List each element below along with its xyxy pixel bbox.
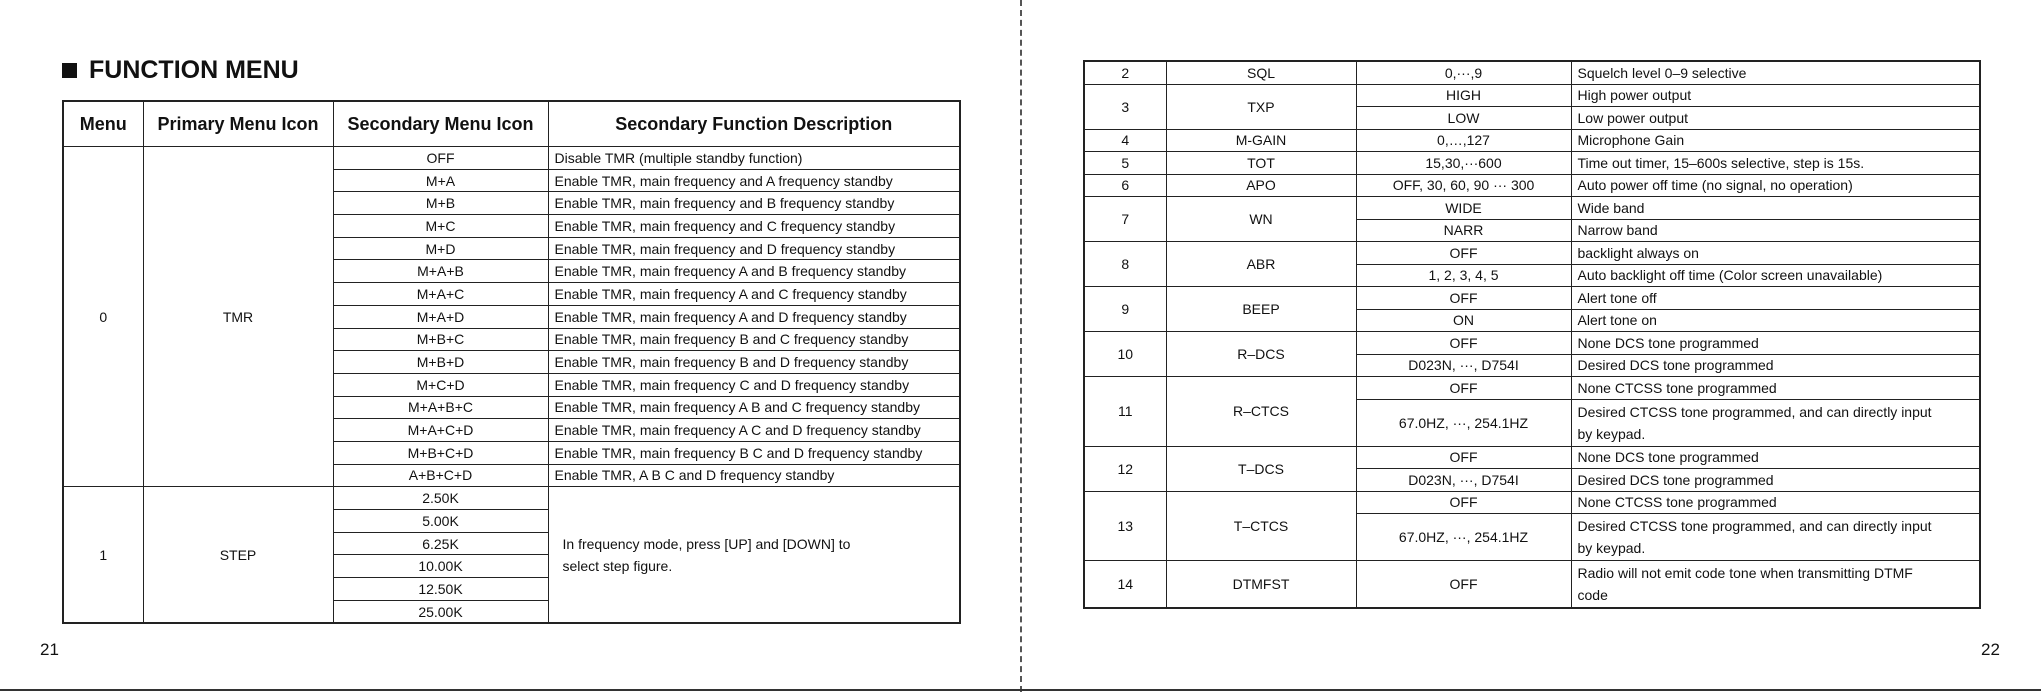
description-cell xyxy=(1571,446,1980,469)
page-number-left: 21 xyxy=(40,640,59,659)
description-line: Alert tone on xyxy=(1577,312,1657,329)
description-cell: Enable TMR, main frequency B C and D frequency standby xyxy=(548,441,960,464)
description-line: Desired CTCSS tone programmed, and can directly input xyxy=(1577,403,1932,420)
secondary-icon-cell: OFF xyxy=(1356,561,1571,609)
primary-icon-cell: TXP xyxy=(1166,84,1356,129)
secondary-icon-cell: 0,···,9 xyxy=(1356,61,1571,84)
description-cell xyxy=(1571,242,1980,265)
table-row xyxy=(1084,561,1980,609)
description-cell: Disable TMR (multiple standby function) xyxy=(548,147,960,170)
description-line: Alert tone off xyxy=(1577,289,1657,306)
menu-number-cell: 9 xyxy=(1084,287,1166,332)
description-line: None DCS tone programmed xyxy=(1577,449,1759,466)
secondary-icon-cell: M+B+C xyxy=(333,328,548,351)
secondary-icon-cell: 67.0HZ, ···, 254.1HZ xyxy=(1356,399,1571,446)
secondary-icon-cell: HIGH xyxy=(1356,84,1571,107)
description-cell xyxy=(1571,61,1980,84)
header-description: Secondary Function Description xyxy=(548,101,960,147)
description-line: select step figure. xyxy=(562,557,673,574)
secondary-icon-cell: OFF xyxy=(1356,242,1571,265)
primary-icon-cell: WN xyxy=(1166,197,1356,242)
description-line: High power output xyxy=(1577,87,1692,104)
menu-number-cell: 8 xyxy=(1084,242,1166,287)
menu-number-cell: 11 xyxy=(1084,377,1166,447)
menu-number-cell: 7 xyxy=(1084,197,1166,242)
description-line: None DCS tone programmed xyxy=(1577,334,1759,351)
description-cell xyxy=(1571,332,1980,355)
menu-number-cell: 2 xyxy=(1084,61,1166,84)
description-cell xyxy=(1571,287,1980,310)
description-line: Low power output xyxy=(1577,109,1689,126)
description-line: Squelch level 0–9 selective xyxy=(1577,64,1747,81)
table-row xyxy=(1084,332,1980,355)
primary-icon-cell: ABR xyxy=(1166,242,1356,287)
right-table-body xyxy=(1084,61,1980,608)
description-line: by keypad. xyxy=(1577,540,1646,556)
description-line: Auto power off time (no signal, no operation) xyxy=(1577,177,1853,194)
table-row xyxy=(63,147,960,170)
secondary-icon-cell: M+A+D xyxy=(333,305,548,328)
description-cell: Enable TMR, main frequency and D frequency standby xyxy=(548,237,960,260)
description-cell xyxy=(1571,129,1980,152)
table-row xyxy=(1084,287,1980,310)
secondary-icon-cell: OFF, 30, 60, 90 ··· 300 xyxy=(1356,174,1571,197)
primary-icon-cell: R–CTCS xyxy=(1166,377,1356,447)
secondary-icon-cell: A+B+C+D xyxy=(333,464,548,487)
description-cell xyxy=(1571,491,1980,514)
primary-icon-cell: T–DCS xyxy=(1166,446,1356,491)
secondary-icon-cell: M+B+C+D xyxy=(333,441,548,464)
secondary-icon-cell: M+A xyxy=(333,169,548,192)
menu-number-cell: 4 xyxy=(1084,129,1166,152)
secondary-icon-cell: M+A+B+C xyxy=(333,396,548,419)
secondary-icon-cell: OFF xyxy=(1356,332,1571,355)
function-menu-table-right xyxy=(1083,60,1981,609)
description-line: Auto backlight off time (Color screen unavailable) xyxy=(1577,267,1883,284)
table-row xyxy=(1084,491,1980,514)
secondary-icon-cell: 10.00K xyxy=(333,555,548,578)
description-line: Wide band xyxy=(1577,199,1645,216)
secondary-icon-cell: 67.0HZ, ···, 254.1HZ xyxy=(1356,514,1571,561)
secondary-icon-cell: M+C xyxy=(333,215,548,238)
primary-icon-cell: R–DCS xyxy=(1166,332,1356,377)
table-row xyxy=(1084,446,1980,469)
secondary-icon-cell: OFF xyxy=(333,147,548,170)
primary-icon-cell: T–CTCS xyxy=(1166,491,1356,561)
description-cell: Enable TMR, main frequency A and D frequency standby xyxy=(548,305,960,328)
secondary-icon-cell: ON xyxy=(1356,309,1571,332)
description-line: In frequency mode, press [UP] and [DOWN] to xyxy=(562,535,851,552)
description-line: code xyxy=(1577,587,1608,603)
secondary-icon-cell: M+B+D xyxy=(333,351,548,374)
header-secondary-icon: Secondary Menu Icon xyxy=(333,101,548,147)
menu-number-cell: 12 xyxy=(1084,446,1166,491)
table-row xyxy=(1084,61,1980,84)
primary-icon-cell: SQL xyxy=(1166,61,1356,84)
description-cell: Enable TMR, main frequency and C frequency standby xyxy=(548,215,960,238)
secondary-icon-cell: 5.00K xyxy=(333,510,548,533)
menu-number-cell: 5 xyxy=(1084,152,1166,175)
secondary-icon-cell: M+A+B xyxy=(333,260,548,283)
description-cell xyxy=(1571,174,1980,197)
tmr-section xyxy=(63,147,960,487)
secondary-icon-cell: 15,30,···600 xyxy=(1356,152,1571,175)
description-cell xyxy=(1571,399,1980,446)
description-line: by keypad. xyxy=(1577,425,1646,442)
description-cell: Enable TMR, main frequency B and C frequency standby xyxy=(548,328,960,351)
secondary-icon-cell: OFF xyxy=(1356,377,1571,400)
step-section xyxy=(63,487,960,624)
secondary-icon-cell: D023N, ···, D754I xyxy=(1356,469,1571,492)
secondary-icon-cell: OFF xyxy=(1356,287,1571,310)
primary-icon-cell: M-GAIN xyxy=(1166,129,1356,152)
header-menu: Menu xyxy=(63,101,143,147)
right-page xyxy=(1021,0,2041,692)
secondary-icon-cell: M+C+D xyxy=(333,373,548,396)
secondary-icon-cell: M+A+C+D xyxy=(333,419,548,442)
table-row xyxy=(1084,174,1980,197)
table-row xyxy=(1084,84,1980,107)
secondary-icon-cell: OFF xyxy=(1356,491,1571,514)
secondary-icon-cell: D023N, ···, D754I xyxy=(1356,354,1571,377)
menu-number-cell: 13 xyxy=(1084,491,1166,561)
secondary-icon-cell: 0,…,127 xyxy=(1356,129,1571,152)
secondary-icon-cell: NARR xyxy=(1356,219,1571,242)
menu-number-cell: 6 xyxy=(1084,174,1166,197)
secondary-icon-cell: M+D xyxy=(333,237,548,260)
description-line: Desired CTCSS tone programmed, and can directly input xyxy=(1577,518,1932,534)
description-cell: Enable TMR, main frequency and A frequency standby xyxy=(548,169,960,192)
description-line: Radio will not emit code tone when transmitting DTMF xyxy=(1577,565,1913,581)
description-cell xyxy=(1571,377,1980,400)
primary-icon-cell: APO xyxy=(1166,174,1356,197)
description-cell: Enable TMR, main frequency A B and C frequency standby xyxy=(548,396,960,419)
table-row xyxy=(1084,242,1980,265)
table-row xyxy=(1084,152,1980,175)
primary-icon-cell: TMR xyxy=(143,147,333,487)
description-cell xyxy=(1571,561,1980,609)
secondary-icon-cell: 12.50K xyxy=(333,578,548,601)
table-row xyxy=(1084,129,1980,152)
description-line: Narrow band xyxy=(1577,222,1658,239)
secondary-icon-cell: LOW xyxy=(1356,107,1571,130)
table-row xyxy=(1084,377,1980,400)
description-cell xyxy=(1571,152,1980,175)
secondary-icon-cell: 1, 2, 3, 4, 5 xyxy=(1356,264,1571,287)
description-line: Desired DCS tone programmed xyxy=(1577,357,1774,374)
description-cell: Enable TMR, main frequency and B frequency standby xyxy=(548,192,960,215)
description-line: Desired DCS tone programmed xyxy=(1577,471,1774,488)
bottom-rule xyxy=(0,689,2041,691)
menu-number-cell: 3 xyxy=(1084,84,1166,129)
menu-number-cell: 14 xyxy=(1084,561,1166,609)
secondary-icon-cell: 25.00K xyxy=(333,600,548,623)
table-row xyxy=(1084,197,1980,220)
heading-text: FUNCTION MENU xyxy=(89,56,299,84)
bullet-square-icon xyxy=(62,63,77,78)
header-primary-icon: Primary Menu Icon xyxy=(143,101,333,147)
table-row xyxy=(63,487,960,510)
secondary-icon-cell: M+A+C xyxy=(333,283,548,306)
description-cell xyxy=(1571,514,1980,561)
description-cell xyxy=(1571,84,1980,107)
page-number-right: 22 xyxy=(1981,640,2000,659)
secondary-icon-cell: 6.25K xyxy=(333,532,548,555)
description-cell: Enable TMR, A B C and D frequency standby xyxy=(548,464,960,487)
menu-number-cell: 10 xyxy=(1084,332,1166,377)
function-menu-table-left xyxy=(62,100,961,624)
description-cell: Enable TMR, main frequency A C and D frequency standby xyxy=(548,419,960,442)
secondary-icon-cell: OFF xyxy=(1356,446,1571,469)
description-cell xyxy=(1571,219,1980,242)
description-line: backlight always on xyxy=(1577,244,1699,261)
description-line: Microphone Gain xyxy=(1577,132,1685,149)
primary-icon-cell: TOT xyxy=(1166,152,1356,175)
secondary-icon-cell: WIDE xyxy=(1356,197,1571,220)
description-cell: Enable TMR, main frequency A and B frequency standby xyxy=(548,260,960,283)
description-cell xyxy=(1571,107,1980,130)
primary-icon-cell: DTMFST xyxy=(1166,561,1356,609)
secondary-icon-cell: M+B xyxy=(333,192,548,215)
description-line: None CTCSS tone programmed xyxy=(1577,494,1777,511)
description-cell xyxy=(1571,309,1980,332)
primary-icon-cell: BEEP xyxy=(1166,287,1356,332)
description-cell xyxy=(1571,264,1980,287)
section-heading xyxy=(62,56,299,85)
description-cell xyxy=(1571,469,1980,492)
primary-icon-cell: STEP xyxy=(143,487,333,624)
step-description-cell xyxy=(548,487,960,624)
secondary-icon-cell: 2.50K xyxy=(333,487,548,510)
description-line: None CTCSS tone programmed xyxy=(1577,379,1777,396)
table-header-row xyxy=(63,101,960,147)
left-page xyxy=(0,0,1020,692)
description-cell xyxy=(1571,197,1980,220)
menu-number-cell: 1 xyxy=(63,487,143,624)
menu-number-cell: 0 xyxy=(63,147,143,487)
description-cell: Enable TMR, main frequency B and D frequency standby xyxy=(548,351,960,374)
description-cell xyxy=(1571,354,1980,377)
description-cell: Enable TMR, main frequency A and C frequency standby xyxy=(548,283,960,306)
description-line: Time out timer, 15–600s selective, step is 15s. xyxy=(1577,154,1865,171)
description-cell: Enable TMR, main frequency C and D frequency standby xyxy=(548,373,960,396)
